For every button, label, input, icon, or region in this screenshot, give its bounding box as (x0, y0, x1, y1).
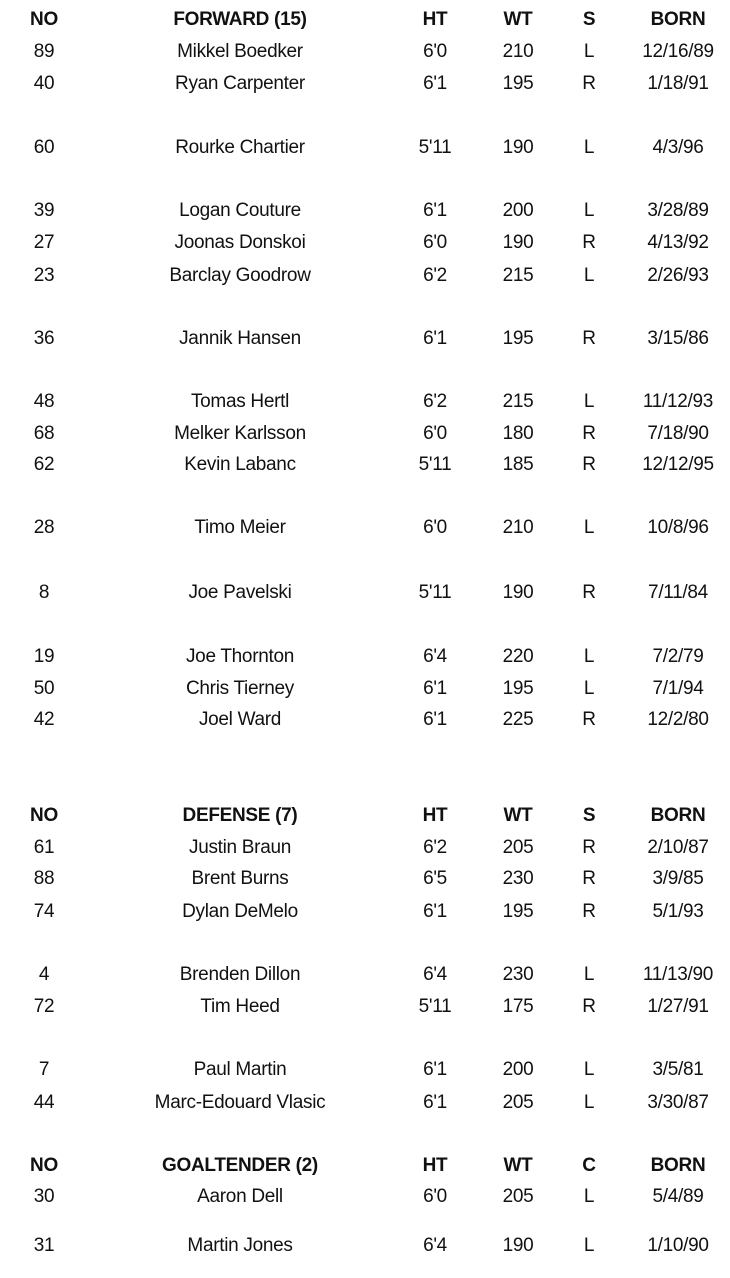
player-s: L (583, 678, 595, 699)
player-born: 12/2/80 (647, 709, 709, 730)
player-wt: 175 (502, 996, 534, 1017)
player-wt: 185 (502, 454, 534, 475)
player-no: 62 (33, 454, 55, 475)
player-no: 28 (33, 517, 55, 538)
player-no: 68 (33, 423, 55, 444)
player-name: Aaron Dell (197, 1186, 283, 1207)
player-s: L (583, 41, 595, 62)
col-header-wt: WT (503, 805, 533, 826)
player-no: 72 (33, 996, 55, 1017)
player-wt: 205 (502, 1092, 534, 1113)
player-no: 50 (33, 678, 55, 699)
player-row (0, 228, 730, 258)
player-born: 7/1/94 (652, 678, 704, 699)
player-s: R (582, 423, 596, 444)
player-name: Ryan Carpenter (175, 73, 305, 94)
player-wt: 190 (502, 582, 534, 603)
player-s: L (583, 391, 595, 412)
player-row (0, 1088, 730, 1118)
player-ht: 6'0 (423, 423, 447, 444)
player-no: 61 (33, 837, 55, 858)
player-row (0, 196, 730, 226)
player-s: R (582, 73, 596, 94)
player-row (0, 992, 730, 1022)
player-wt: 220 (502, 646, 534, 667)
player-row (0, 37, 730, 67)
player-wt: 195 (502, 678, 534, 699)
player-born: 7/11/84 (648, 582, 708, 603)
player-row (0, 960, 730, 990)
player-born: 5/1/93 (652, 901, 704, 922)
player-name: Rourke Chartier (175, 137, 305, 158)
player-ht: 5'11 (418, 454, 452, 475)
player-name: Brenden Dillon (179, 964, 301, 985)
player-row (0, 324, 730, 354)
player-name: Joonas Donskoi (174, 232, 306, 253)
player-s: R (582, 232, 596, 253)
player-wt: 195 (502, 328, 534, 349)
player-ht: 6'0 (423, 517, 447, 538)
player-ht: 6'0 (423, 41, 447, 62)
col-header-ht: HT (422, 805, 448, 826)
player-born: 3/9/85 (652, 868, 704, 889)
player-ht: 6'1 (423, 328, 447, 349)
player-name: Marc-Edouard Vlasic (154, 1092, 326, 1113)
player-ht: 6'1 (423, 1059, 447, 1080)
player-name: Martin Jones (187, 1235, 293, 1256)
player-ht: 6'4 (423, 1235, 447, 1256)
player-row (0, 419, 730, 449)
player-no: 23 (33, 265, 55, 286)
player-no: 7 (38, 1059, 50, 1080)
player-no: 4 (38, 964, 50, 985)
player-name: Tim Heed (200, 996, 280, 1017)
player-s: R (582, 837, 596, 858)
section-header-row (0, 1151, 730, 1181)
player-s: L (583, 1092, 595, 1113)
player-wt: 230 (502, 964, 534, 985)
player-ht: 6'5 (423, 868, 447, 889)
player-name: Joel Ward (198, 709, 282, 730)
player-name: Barclay Goodrow (169, 265, 311, 286)
player-s: L (583, 200, 595, 221)
player-born: 12/12/95 (642, 454, 714, 475)
col-header-s: S (582, 805, 596, 826)
player-row (0, 387, 730, 417)
player-wt: 205 (502, 1186, 534, 1207)
player-name: Tomas Hertl (190, 391, 290, 412)
col-header-wt: WT (503, 1155, 533, 1176)
player-ht: 5'11 (418, 996, 452, 1017)
player-born: 1/10/90 (647, 1235, 709, 1256)
player-no: 27 (33, 232, 55, 253)
player-wt: 195 (502, 73, 534, 94)
player-s: R (582, 901, 596, 922)
player-name: Paul Martin (193, 1059, 287, 1080)
player-name: Timo Meier (194, 517, 286, 538)
player-row (0, 133, 730, 163)
player-born: 1/27/91 (647, 996, 709, 1017)
player-wt: 230 (502, 868, 534, 889)
player-wt: 215 (502, 265, 534, 286)
player-born: 3/30/87 (647, 1092, 709, 1113)
player-no: 42 (33, 709, 55, 730)
player-ht: 6'4 (423, 964, 447, 985)
player-no: 36 (33, 328, 55, 349)
player-s: R (582, 454, 596, 475)
player-s: R (582, 328, 596, 349)
section-title: GOALTENDER (2) (162, 1155, 318, 1176)
player-born: 5/4/89 (652, 1186, 704, 1207)
col-header-s: C (582, 1155, 596, 1176)
col-header-born: BORN (650, 1155, 706, 1176)
player-row (0, 513, 730, 543)
player-name: Kevin Labanc (184, 454, 296, 475)
player-s: R (582, 709, 596, 730)
player-s: L (583, 517, 595, 538)
player-row (0, 69, 730, 99)
player-no: 30 (33, 1186, 55, 1207)
player-born: 2/26/93 (647, 265, 709, 286)
player-name: Chris Tierney (185, 678, 295, 699)
player-row (0, 261, 730, 291)
player-row (0, 674, 730, 704)
player-wt: 190 (502, 232, 534, 253)
player-s: R (582, 996, 596, 1017)
player-s: L (583, 646, 595, 667)
player-row (0, 642, 730, 672)
player-no: 88 (33, 868, 55, 889)
player-ht: 6'0 (423, 232, 447, 253)
player-born: 11/12/93 (642, 391, 714, 412)
player-no: 39 (33, 200, 55, 221)
player-born: 11/13/90 (642, 964, 714, 985)
player-row (0, 833, 730, 863)
player-s: L (583, 265, 595, 286)
player-row (0, 1231, 730, 1261)
player-born: 4/3/96 (652, 137, 704, 158)
player-name: Joe Pavelski (188, 582, 292, 603)
player-wt: 200 (502, 1059, 534, 1080)
player-ht: 6'1 (423, 200, 447, 221)
player-born: 7/2/79 (652, 646, 704, 667)
player-born: 7/18/90 (647, 423, 709, 444)
player-name: Dylan DeMelo (182, 901, 298, 922)
player-ht: 6'1 (423, 901, 447, 922)
player-ht: 6'1 (423, 1092, 447, 1113)
player-row (0, 1055, 730, 1085)
player-wt: 215 (502, 391, 534, 412)
col-header-ht: HT (422, 1155, 448, 1176)
player-wt: 210 (502, 41, 534, 62)
player-no: 74 (33, 901, 55, 922)
player-ht: 6'0 (423, 1186, 447, 1207)
player-row (0, 897, 730, 927)
player-born: 2/10/87 (647, 837, 709, 858)
player-wt: 180 (502, 423, 534, 444)
player-ht: 6'1 (423, 73, 447, 94)
player-row (0, 705, 730, 735)
player-born: 3/5/81 (652, 1059, 704, 1080)
col-header-born: BORN (650, 805, 706, 826)
player-no: 48 (33, 391, 55, 412)
section-header-row (0, 801, 730, 831)
player-ht: 6'1 (423, 678, 447, 699)
player-row (0, 1182, 730, 1212)
section-title: DEFENSE (7) (182, 805, 298, 826)
player-no: 19 (33, 646, 55, 667)
player-name: Justin Braun (188, 837, 292, 858)
player-wt: 205 (502, 837, 534, 858)
player-ht: 6'2 (423, 837, 447, 858)
player-row (0, 450, 730, 480)
player-s: R (582, 868, 596, 889)
player-name: Brent Burns (191, 868, 289, 889)
col-header-no: NO (30, 1155, 58, 1176)
player-ht: 5'11 (418, 582, 452, 603)
player-wt: 190 (502, 1235, 534, 1256)
player-name: Jannik Hansen (179, 328, 301, 349)
player-name: Logan Couture (179, 200, 301, 221)
player-wt: 225 (502, 709, 534, 730)
player-ht: 6'2 (423, 265, 447, 286)
player-born: 12/16/89 (642, 41, 714, 62)
player-ht: 6'2 (423, 391, 447, 412)
player-no: 89 (33, 41, 55, 62)
player-no: 40 (33, 73, 55, 94)
player-s: L (583, 137, 595, 158)
player-born: 4/13/92 (647, 232, 709, 253)
player-born: 3/28/89 (647, 200, 709, 221)
player-wt: 200 (502, 200, 534, 221)
player-ht: 6'1 (423, 709, 447, 730)
section-title: FORWARD (15) (173, 9, 307, 30)
player-wt: 190 (502, 137, 534, 158)
player-wt: 195 (502, 901, 534, 922)
player-row (0, 578, 730, 608)
player-no: 44 (33, 1092, 55, 1113)
col-header-s: S (582, 9, 596, 30)
player-s: L (583, 1235, 595, 1256)
player-s: R (582, 582, 596, 603)
player-born: 10/8/96 (647, 517, 709, 538)
col-header-born: BORN (650, 9, 706, 30)
player-no: 8 (38, 582, 50, 603)
section-header-row (0, 5, 730, 35)
player-row (0, 864, 730, 894)
col-header-no: NO (30, 9, 58, 30)
player-born: 1/18/91 (647, 73, 709, 94)
player-s: L (583, 964, 595, 985)
player-ht: 6'4 (423, 646, 447, 667)
player-no: 31 (33, 1235, 55, 1256)
player-name: Joe Thornton (185, 646, 295, 667)
col-header-ht: HT (422, 9, 448, 30)
player-no: 60 (33, 137, 55, 158)
player-s: L (583, 1059, 595, 1080)
col-header-no: NO (30, 805, 58, 826)
player-name: Mikkel Boedker (177, 41, 303, 62)
col-header-wt: WT (503, 9, 533, 30)
player-name: Melker Karlsson (174, 423, 306, 444)
player-ht: 5'11 (418, 137, 452, 158)
player-born: 3/15/86 (647, 328, 709, 349)
player-s: L (583, 1186, 595, 1207)
player-wt: 210 (502, 517, 534, 538)
